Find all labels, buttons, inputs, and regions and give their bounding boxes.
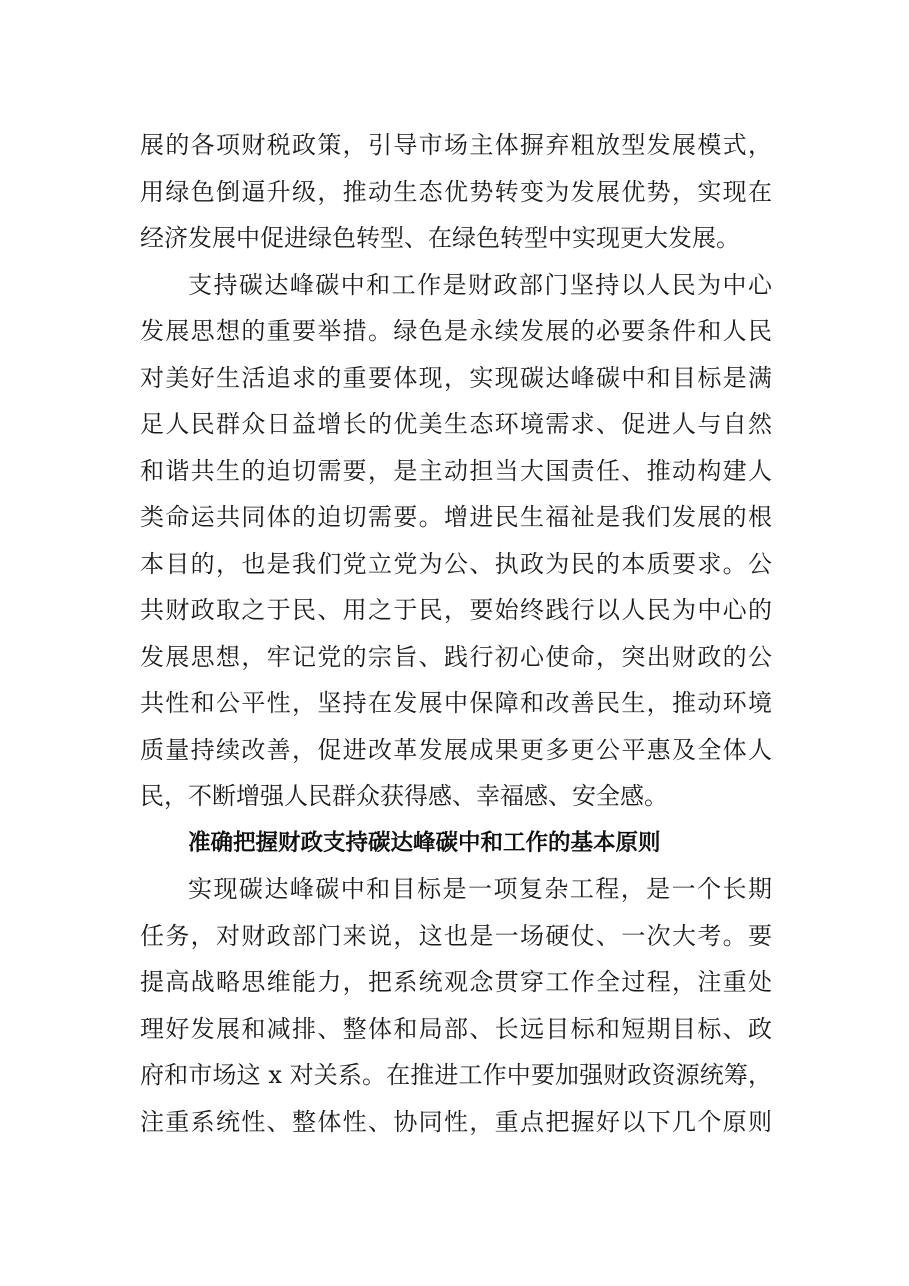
paragraph-line: 共财政取之于民、用之于民，要始终践行以人民为中心的 (140, 596, 772, 624)
paragraph-line: 质量持续改善，促进改革发展成果更多更公平惠及全体人 (140, 735, 772, 764)
paragraph-line: 用绿色倒逼升级，推动生态优势转变为发展优势，实现在 (140, 177, 772, 206)
paragraph-line: 足人民群众日益增长的优美生态环境需求、促进人与自然 (140, 410, 772, 438)
document-body (140, 122, 772, 1145)
paragraph-3 (140, 866, 772, 1145)
paragraph-2 (140, 262, 772, 820)
paragraph-line: 发展思想，牢记党的宗旨、践行初心使命，突出财政的公 (140, 642, 772, 671)
paragraph-1 (140, 122, 772, 262)
paragraph-line: 民，不断增强人民群众获得感、幸福感、安全感。 (140, 782, 668, 810)
paragraph-line: 经济发展中促进绿色转型、在绿色转型中实现更大发展。 (140, 224, 740, 252)
paragraph-line: 注重系统性、整体性、协同性，重点把握好以下几个原则 (140, 1107, 772, 1136)
paragraph-line: 支持碳达峰碳中和工作是财政部门坚持以人民为中心 (188, 270, 772, 299)
paragraph-line: 对美好生活追求的重要体现，实现碳达峰碳中和目标是满 (140, 363, 772, 392)
paragraph-line: 任务，对财政部门来说，这也是一场硬仗、一次大考。要 (140, 921, 772, 950)
paragraph-line: 发展思想的重要举措。绿色是永续发展的必要条件和人民 (140, 317, 772, 345)
paragraph-line: 和谐共生的迫切需要，是主动担当大国责任、推动构建人 (140, 456, 772, 485)
paragraph-line: 理好发展和减排、整体和局部、长远目标和短期目标、政 (140, 1014, 772, 1043)
paragraph-line: 展的各项财税政策，引导市场主体摒弃粗放型发展模式， (140, 131, 772, 159)
paragraph-line: 实现碳达峰碳中和目标是一项复杂工程，是一个长期 (188, 875, 772, 903)
paragraph-line: 本目的，也是我们党立党为公、执政为民的本质要求。公 (140, 549, 772, 578)
paragraph-line: 提高战略思维能力，把系统观念贯穿工作全过程，注重处 (140, 968, 772, 996)
paragraph-line: 共性和公平性，坚持在发展中保障和改善民生，推动环境 (140, 689, 772, 717)
section-heading: 准确把握财政支持碳达峰碳中和工作的基本原则 (188, 829, 661, 856)
paragraph-line: 府和市场这 x 对关系。在推进工作中要加强财政资源统筹， (140, 1061, 772, 1089)
paragraph-line: 类命运共同体的迫切需要。增进民生福祉是我们发展的根 (140, 503, 772, 531)
